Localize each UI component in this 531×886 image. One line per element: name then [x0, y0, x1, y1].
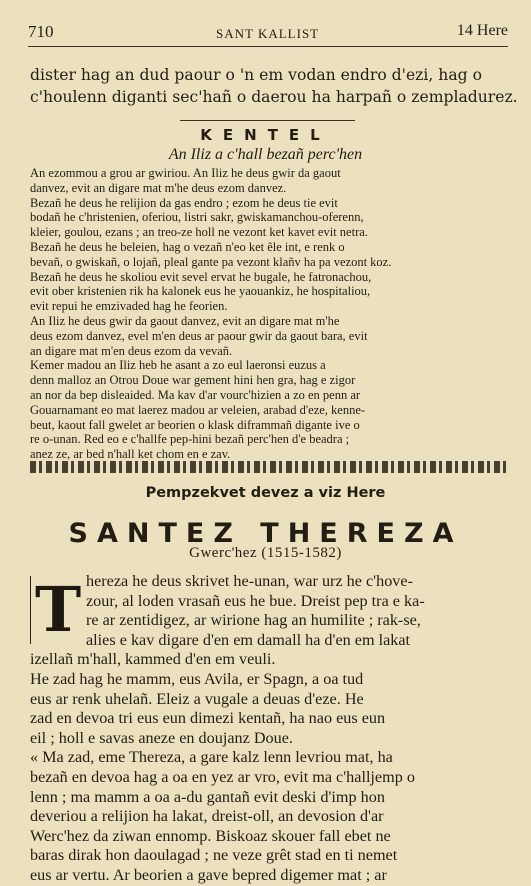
text-line: He zad hag he mamm, eus Avila, er Spagn, a oa tud [30, 669, 364, 688]
kentel-subtitle: An Iliz a c'hall bezañ perc'hen [168, 146, 363, 163]
text-line: Werc'hez da ziwan ennomp. Biskoaz skouer fall ebet ne [30, 826, 391, 845]
intro-paragraph [30, 64, 518, 108]
text-line: bevañ, o gwiskañ, o lojañ, pleal gante pa vezont klañv ha pa vezont koz. [30, 254, 392, 269]
text-line: hereza he deus skrivet he-unan, war urz he c'hove- [86, 572, 413, 590]
text-line: lenn ; ma mamm a oa a-du gantañ evit deski d'imp hon [30, 787, 385, 806]
text-line: Bezañ he deus he beleien, hag o vezañ n'eo ket êle int, e renk o [30, 239, 345, 254]
text-line: Bezañ he deus he skoliou evit sevel ervat he bugale, he fatronachou, [30, 269, 372, 284]
text-line: evit ober kristenien rik ha kalonek eus he yaouankiz, he hospitaliou, [30, 284, 371, 299]
text-line: Kemer madou an Iliz heb he asant a zo eul laeronsi euzus a [30, 358, 326, 373]
text-line: kleier, goulou, ezans ; an treo-ze holl ne vezont ket kavet evit netra. [30, 225, 368, 240]
text-line: danvez, evit an digare mat m'he deus ezom danvez. [30, 180, 287, 195]
text-line: alies e kav digare d'en em damall ha d'en em lakat [86, 630, 411, 649]
text-line: eus ar renk uhelañ. Eleiz a vugale a deuas d'eze. He [30, 689, 364, 708]
text-line: zad en devoa tri eus eun dimezi kentañ, ha nao eus eun [30, 709, 386, 728]
text-line: « Ma zad, eme Thereza, a gare kalz lenn levriou mat, ha [30, 748, 393, 767]
running-title: SANT KALLIST [216, 26, 320, 41]
text-line: deveriou a relijion ha lakat, dreist-oll, an devosion d'ar [30, 807, 384, 826]
divider-rule [180, 120, 355, 121]
page-number: 710 [28, 22, 54, 41]
text-line: bezañ en devoa hag a oa en yez ar vro, evit ma c'halljemp o [30, 767, 415, 786]
text-line: beut, kaout fall gwelet ar beorien o klask diframmañ digante ive o [30, 417, 360, 432]
text-line: An ezommou a grou ar gwiriou. An Iliz he deus gwir da gaout [30, 166, 341, 180]
feast-day-heading: Pempzekvet devez a viz Here [145, 485, 386, 501]
running-date: 14 Here [456, 22, 508, 39]
drop-cap-initial: T [30, 576, 82, 644]
text-line: izellañ m'hall, kammed d'en em veuli. [30, 650, 276, 669]
text-line: anez ze, ar bed n'hall ket chom en e zav. [30, 447, 231, 462]
text-line: an nor da bep disleaided. Ma kav d'ar vourc'hizien a zo en penn ar [30, 387, 361, 402]
text-line: denn malloz an Otrou Doue war gement hini hen gra, hag e zigor [30, 373, 356, 388]
kentel-heading: KENTEL [200, 126, 331, 144]
intro-line: dister hag an dud paour o 'n em vodan endro d'ezi, hag o [30, 66, 482, 84]
kentel-body [30, 166, 508, 462]
text-line: re ar zentidigez, ar wirione hag an humilite ; rak-se, [86, 611, 421, 630]
text-line: baras dirak hon daoulagad ; ne veze grêt stad en ti nemet [30, 846, 398, 865]
text-line: eil ; holl e savas aneze en doujanz Doue. [30, 728, 293, 747]
text-line: evit repui he emzivaded hag he feorien. [30, 299, 228, 314]
text-line: Bezañ he deus he relijion da gas endro ; ezom he deus tie evit [30, 195, 338, 210]
saint-dates: Gwerc'hez (1515-1582) [189, 545, 342, 561]
text-line: bodañ he c'hristenien, oferiou, listri sakr, gwiskamanchou-oferenn, [30, 210, 364, 225]
saint-title: SANTEZ THEREZA [68, 518, 463, 549]
text-line: deus ezom danvez, evel m'en deus ar paour gwir da gaout bara, evit [30, 328, 368, 343]
intro-line: c'houlenn diganti sec'hañ o daerou ha harpañ o zempladurez. [30, 88, 518, 106]
text-line: zour, al loden vrasañ eus he bue. Dreist pep tra e ka- [86, 591, 425, 610]
text-line: re o-unan. Red eo e c'hallfe pep-hini bezañ perc'hen d'e beadra ; [30, 432, 350, 447]
text-line: an digare mat m'en deus ezom da vevañ. [30, 343, 233, 358]
text-line: Gouarnamant eo mat laerez madou ar veleien, arabad d'eze, kenne- [30, 402, 366, 417]
text-line: eus ar vertu. Ar beorien a gave bepred digemer mat ; ar [30, 865, 387, 884]
page-header [28, 22, 508, 47]
text-line: An Iliz he deus gwir da gaout danvez, evit an digare mat m'he [30, 313, 340, 328]
ornamental-border [30, 461, 506, 473]
saint-body [30, 572, 508, 886]
